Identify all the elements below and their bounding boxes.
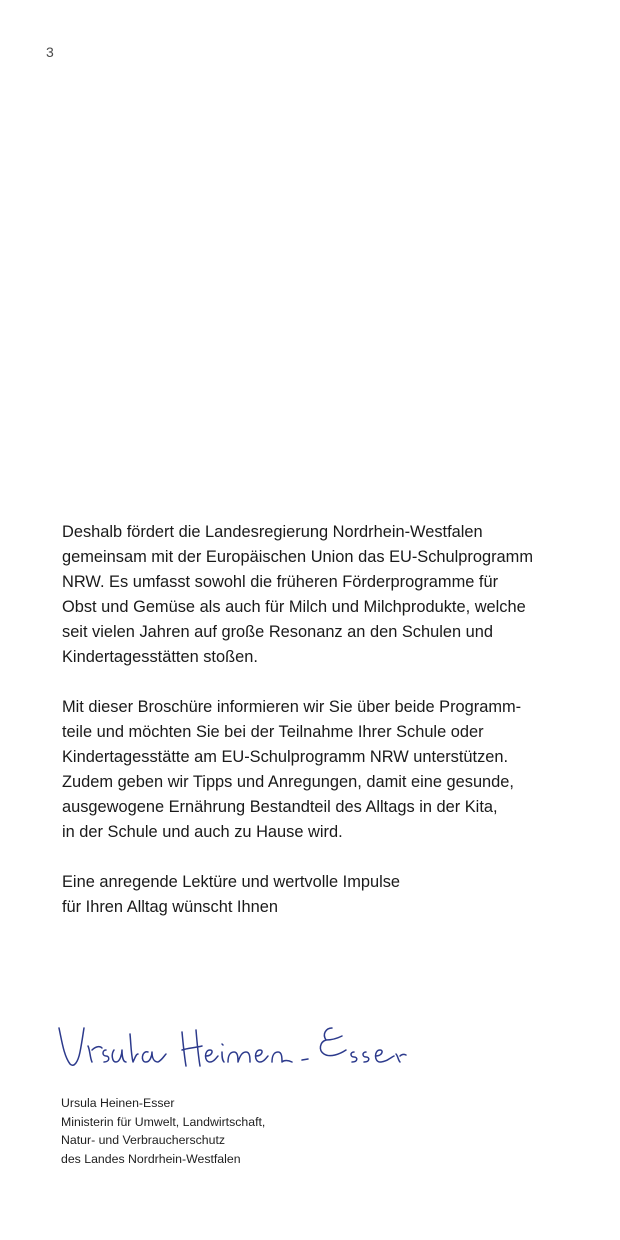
- text-line: ausgewogene Ernährung Bestandteil des Alltags in der Kita,: [62, 798, 498, 816]
- signature-svg: [56, 1020, 408, 1076]
- text-line: Kindertagesstätte am EU-Schulprogramm NRW unterstützen.: [62, 748, 509, 766]
- paragraph-1: [62, 520, 582, 670]
- text-line: für Ihren Alltag wünscht Ihnen: [62, 898, 278, 916]
- text-line: teile und möchten Sie bei der Teilnahme Ihrer Schule oder: [62, 723, 484, 741]
- signer-title: Ministerin für Umwelt, Landwirtschaft,: [61, 1114, 266, 1129]
- paragraph-2: [62, 695, 582, 845]
- text-line: seit vielen Jahren auf große Resonanz an den Schulen und: [62, 623, 493, 641]
- signer-block: [61, 1094, 461, 1168]
- text-line: Obst und Gemüse als auch für Milch und Milchprodukte, welche: [62, 598, 526, 616]
- text-line: Zudem geben wir Tipps und Anregungen, damit eine gesunde,: [62, 773, 514, 791]
- text-line: Eine anregende Lektüre und wertvolle Impulse: [62, 873, 401, 891]
- text-line: Mit dieser Broschüre informieren wir Sie über beide Programm-: [62, 698, 522, 716]
- signer-title: des Landes Nordrhein-Westfalen: [61, 1151, 241, 1166]
- text-line: Kindertagesstätten stoßen.: [62, 648, 258, 666]
- paragraph-3: [62, 870, 582, 920]
- text-line: gemeinsam mit der Europäischen Union das EU-Schulprogramm: [62, 548, 533, 566]
- text-line: Deshalb fördert die Landesregierung Nordrhein-Westfalen: [62, 523, 483, 541]
- text-line: NRW. Es umfasst sowohl die früheren Förderprogramme für: [62, 573, 499, 591]
- signer-name: Ursula Heinen-Esser: [61, 1096, 175, 1110]
- body-text: [62, 520, 582, 945]
- signer-title: Natur- und Verbraucherschutz: [61, 1133, 226, 1148]
- page-number: 3: [46, 44, 55, 60]
- handwritten-signature: [56, 1020, 408, 1076]
- text-line: in der Schule und auch zu Hause wird.: [62, 823, 343, 841]
